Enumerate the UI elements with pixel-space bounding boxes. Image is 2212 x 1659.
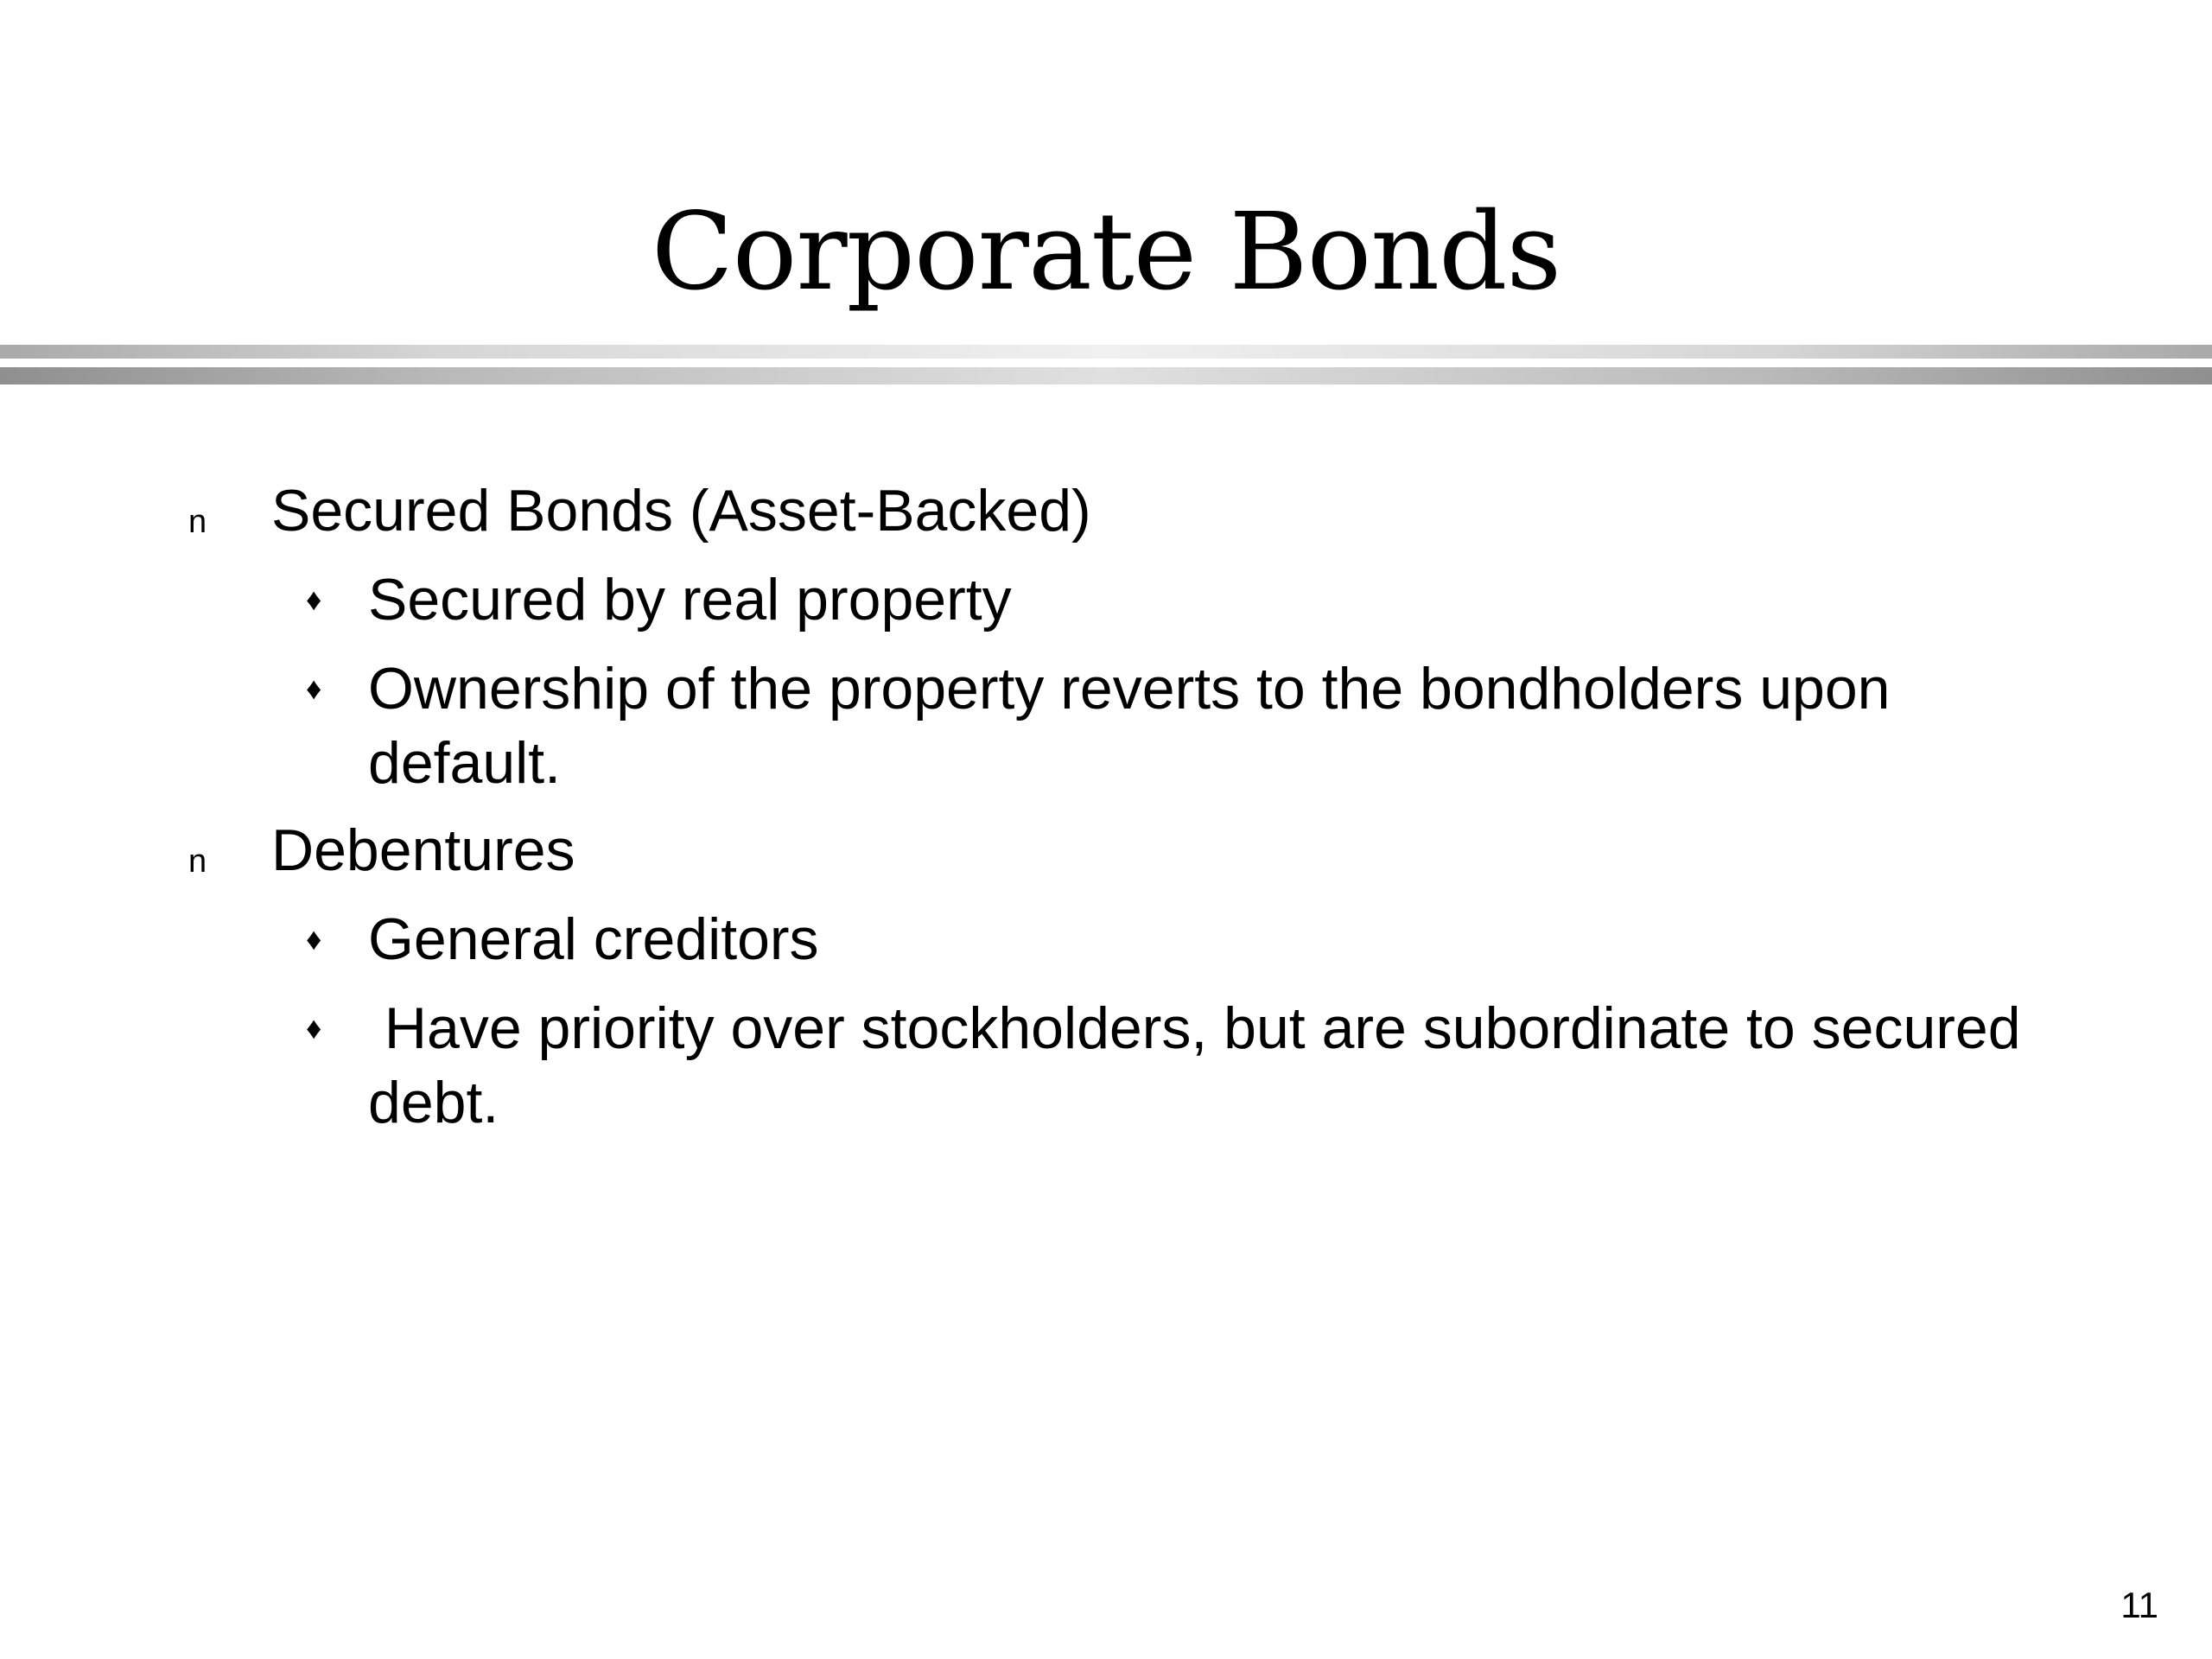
slide-title: Corporate Bonds	[651, 190, 1561, 315]
level2-bullet-marker: ♦	[306, 1010, 322, 1046]
subbullet-priority-over-stockholders: Have priority over stockholders, but are subordinate to secured debt.	[368, 995, 2037, 1135]
level2-bullet-marker: ♦	[306, 671, 322, 706]
subbullet-general-creditors: General creditors	[368, 906, 819, 972]
level2-bullet-marker: ♦	[306, 582, 322, 617]
subbullet-ownership-reverts: Ownership of the property reverts to the bondholders upon default.	[368, 656, 1891, 796]
subbullet-secured-real-property: Secured by real property	[368, 567, 1012, 632]
page-number: 11	[2120, 1585, 2158, 1625]
bullet-secured-bonds: Secured Bonds (Asset-Backed)	[271, 478, 1091, 543]
level2-bullet-marker: ♦	[306, 921, 322, 957]
level1-bullet-marker: n	[188, 843, 207, 880]
bullet-debentures: Debentures	[271, 817, 575, 883]
level1-bullet-marker: n	[188, 504, 207, 540]
